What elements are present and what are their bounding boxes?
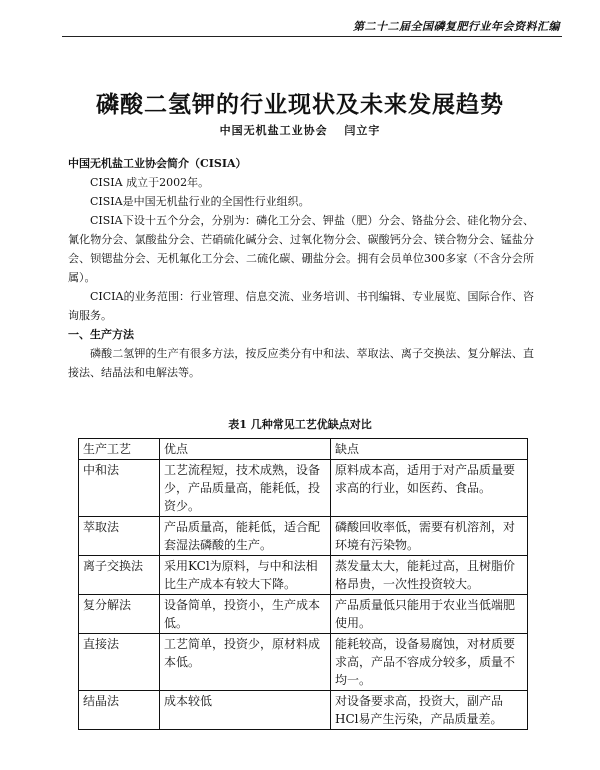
section-heading: 中国无机盐工业协会简介（CISIA） bbox=[68, 157, 247, 170]
table-cell: 蒸发量太大，能耗过高，且树脂价格昂贵，一次性投资较大。 bbox=[331, 556, 528, 595]
table-cell: 工艺流程短，技术成熟，设备少，产品质量高，能耗低，投资少。 bbox=[160, 460, 331, 517]
table-cell: 能耗较高，设备易腐蚀，对材质要求高，产品不容成分较多，质量不均一。 bbox=[331, 634, 528, 691]
table-cell: 磷酸回收率低，需要有机溶剂，对环境有污染物。 bbox=[331, 517, 528, 556]
byline-organization: 中国无机盐工业协会 bbox=[219, 124, 328, 137]
byline bbox=[0, 122, 600, 138]
page-title: 磷酸二氢钾的行业现状及未来发展趋势 bbox=[96, 91, 504, 118]
paragraph: CISIA 成立于2002年。 bbox=[90, 176, 210, 189]
header-cell: 生产工艺 bbox=[79, 439, 160, 460]
table-cell: 设备简单，投资小，生产成本低。 bbox=[160, 595, 331, 634]
running-header: 第二十二届全国磷复肥行业年会资料汇编 bbox=[353, 20, 560, 33]
process-comparison-table bbox=[78, 438, 528, 730]
byline-author: 闫立宇 bbox=[344, 124, 381, 137]
table-row bbox=[79, 634, 528, 691]
table-cell: 离子交换法 bbox=[79, 556, 160, 595]
table-header-row bbox=[79, 439, 528, 460]
paragraph: 磷酸二氢钾的生产有很多方法，按反应类分有中和法、萃取法、离子交换法、复分解法、直接法、结晶法和电解法等。 bbox=[68, 347, 534, 379]
header-cell: 缺点 bbox=[331, 439, 528, 460]
section-heading: 一、生产方法 bbox=[68, 328, 134, 341]
body-section-1 bbox=[68, 154, 534, 382]
table-cell: 产品质量高，能耗低，适合配套湿法磷酸的生产。 bbox=[160, 517, 331, 556]
table-cell: 成本较低 bbox=[160, 691, 331, 730]
table-cell: 复分解法 bbox=[79, 595, 160, 634]
header-rule bbox=[62, 36, 562, 37]
table-caption: 表1 几种常见工艺优缺点对比 bbox=[228, 418, 372, 431]
table-cell: 直接法 bbox=[79, 634, 160, 691]
table-cell: 中和法 bbox=[79, 460, 160, 517]
table-cell: 对设备要求高，投资大，副产品HCl易产生污染，产品质量差。 bbox=[331, 691, 528, 730]
table-cell: 产品质量低只能用于农业当低端肥使用。 bbox=[331, 595, 528, 634]
table-row bbox=[79, 595, 528, 634]
table-cell: 采用KCl为原料，与中和法相比生产成本有较大下降。 bbox=[160, 556, 331, 595]
table-cell: 原料成本高，适用于对产品质量要求高的行业，如医药、食品。 bbox=[331, 460, 528, 517]
table-cell: 萃取法 bbox=[79, 517, 160, 556]
table-row bbox=[79, 556, 528, 595]
paragraph: CISIA是中国无机盐行业的全国性行业组织。 bbox=[90, 195, 310, 208]
table-row bbox=[79, 691, 528, 730]
paragraph: CICIA的业务范围：行业管理、信息交流、业务培训、书刊编辑、专业展览、国际合作、咨询服务。 bbox=[68, 290, 534, 322]
table-cell: 结晶法 bbox=[79, 691, 160, 730]
header-cell: 优点 bbox=[160, 439, 331, 460]
table-row bbox=[79, 517, 528, 556]
paragraph: CISIA下设十五个分会，分别为：磷化工分会、钾盐（肥）分会、铬盐分会、硅化物分会、氰化物分会、氯酸盐分会、芒硝硫化碱分会、过氧化物分会、碳酸钙分会、镁合物分会、锰盐分会、钡锶盐分会、无机氟化工分会、二硫化碳、硼盐分会。拥有会员单位300多家（不含分会所属）。 bbox=[68, 214, 534, 284]
table-row bbox=[79, 460, 528, 517]
table-cell: 工艺简单，投资少，原材料成本低。 bbox=[160, 634, 331, 691]
